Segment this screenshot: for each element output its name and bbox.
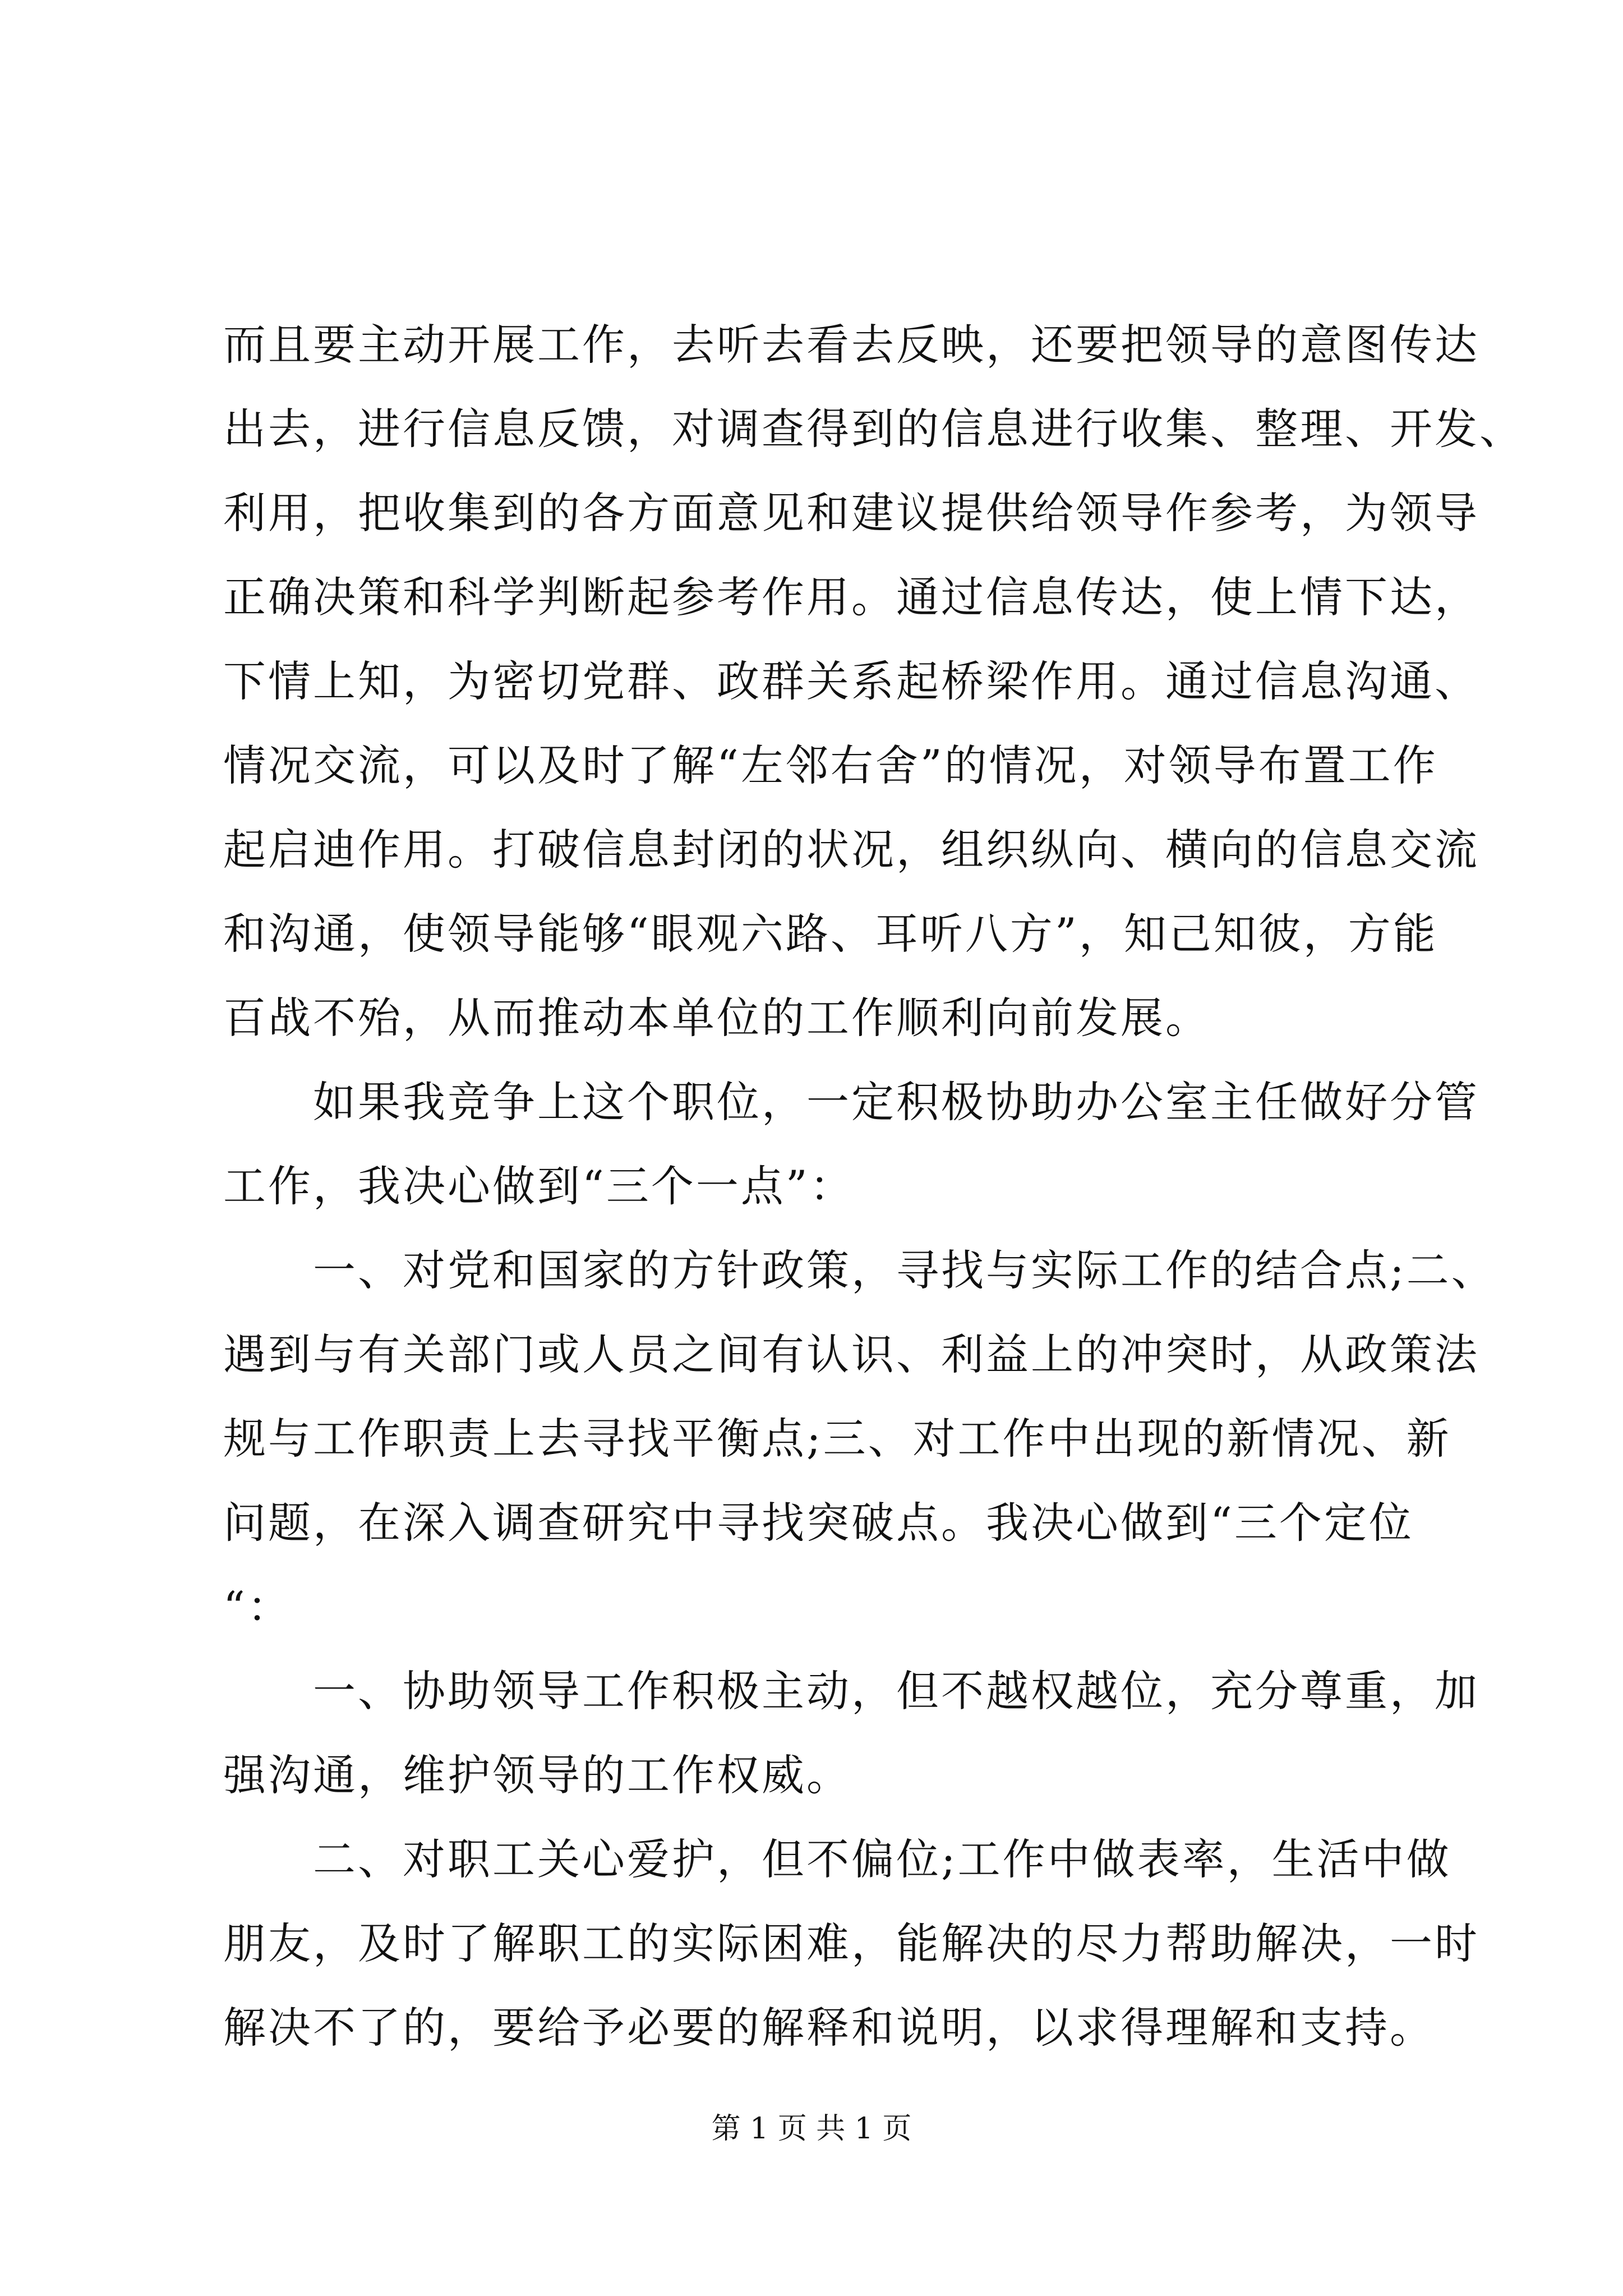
paragraph-start-line: 如果我竞争上这个职位，一定积极协助办公室主任做好分管	[223, 1077, 1479, 1127]
text-line: 问题，在深入调查研究中寻找突破点。我决心做到“三个定位	[223, 1498, 1414, 1548]
text-line: 百战不殆，从而推动本单位的工作顺利向前发展。	[223, 993, 1210, 1043]
text-line: 正确决策和科学判断起参考作用。通过信息传达，使上情下达，	[223, 572, 1479, 622]
text-line: 而且要主动开展工作，去听去看去反映，还要把领导的意图传达	[223, 320, 1479, 370]
text-line: 利用，把收集到的各方面意见和建议提供给领导作参考，为领导	[223, 488, 1479, 538]
text-line: 出去，进行信息反馈，对调查得到的信息进行收集、整理、开发、	[223, 404, 1524, 454]
text-line: 解决不了的，要给予必要的解释和说明，以求得理解和支持。	[223, 2003, 1435, 2053]
text-line: 工作，我决心做到“三个一点”：	[223, 1161, 855, 1211]
text-line: 朋友，及时了解职工的实际困难，能解决的尽力帮助解决，一时	[223, 1918, 1479, 1968]
paragraph-start-line: 一、协助领导工作积极主动，但不越权越位，充分尊重，加	[223, 1666, 1479, 1716]
text-line: 遇到与有关部门或人员之间有认识、利益上的冲突时，从政策法	[223, 1329, 1479, 1379]
text-line: 和沟通，使领导能够“眼观六路、耳听八方”，知己知彼，方能	[223, 909, 1438, 959]
paragraph-start-line: 二、对职工关心爱护，但不偏位;工作中做表率，生活中做	[223, 1834, 1451, 1884]
text-line: 下情上知，为密切党群、政群关系起桥梁作用。通过信息沟通、	[223, 656, 1479, 706]
paragraph-start-line: 一、对党和国家的方针政策，寻找与实际工作的结合点;二、	[223, 1245, 1496, 1295]
text-line: 强沟通，维护领导的工作权威。	[223, 1750, 851, 1800]
page-number: 第 1 页 共 1 页	[711, 2112, 912, 2146]
text-line: 情况交流，可以及时了解“左邻右舍”的情况，对领导布置工作	[223, 740, 1438, 790]
text-line: 规与工作职责上去寻找平衡点;三、对工作中出现的新情况、新	[223, 1414, 1451, 1464]
text-line: 起启迪作用。打破信息封闭的状况，组织纵向、横向的信息交流	[223, 825, 1479, 875]
page-footer	[0, 2109, 1623, 2148]
document-body	[223, 303, 1524, 2070]
text-line: “：	[223, 1582, 292, 1632]
